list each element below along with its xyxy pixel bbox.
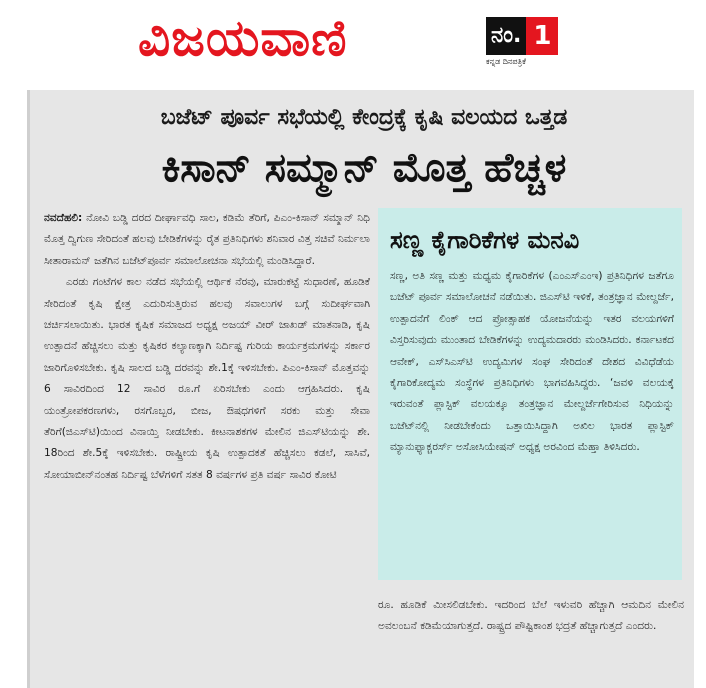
article-paragraph-1 [44,208,370,272]
article-continuation: ರೂ. ಹೂಡಿಕೆ ಮೀಸಲಿಡಬೇಕು. ಇದರಿಂದ ಬೆಲೆ ಇಳುವರಿ ಹೆಚ್ಚಾಗಿ ಆಮದಿನ ಮೇಲಿನ ಅವಲಂಬನೆ ಕಡಿಮೆಯಾಗುತ್ತದೆ. ರಾಷ್ಟ್ರದ ಪೌಷ್ಟಿಕಾಂಶ ಭದ್ರತೆ ಹೆಚ್ಚಾಗುತ್ತದೆ ಎಂದರು. [378,599,684,633]
number-one-badge [486,17,580,55]
article-headline: ಕಿಸಾನ್ ಸಮ್ಮಾನ್ ಮೊತ್ತ ಹೆಚ್ಚಳ [161,145,567,191]
sidebar-title: ಸಣ್ಣ ಕೈಗಾರಿಕೆಗಳ ಮನವಿ [390,226,580,254]
badge-number: 1 [526,17,558,55]
article-body-column [44,208,370,688]
newspaper-logo: ವಿಜಯವಾಣಿ [138,9,348,67]
sidebar-body: ಸಣ್ಣ, ಅತಿ ಸಣ್ಣ ಮತ್ತು ಮಧ್ಯಮ ಕೈಗಾರಿಕೆಗಳ (ಎಂಎಸ್‌ಎಂಇ) ಪ್ರತಿನಿಧಿಗಳ ಜತೆಗೂ ಬಜೆಟ್ ಪೂರ್ವ ಸಮಾಲೋಚನೆ ನಡೆಯಿತು. ಜಿಎಸ್‌ಟಿ ಇಳಿಕೆ, ತಂತ್ರಜ್ಞಾನ ಮೇಲ್ದರ್ಜೆ, ಉತ್ಪಾದನೆಗೆ ಲಿಂಕ್ ಆದ ಪ್ರೋತ್ಸಾಹಕ ಯೋಜನೆಯನ್ನು ಇತರ ವಲಯಗಳಿಗೆ ವಿಸ್ತರಿಸುವುದು ಮುಂತಾದ ಬೇಡಿಕೆಗಳನ್ನು ಉದ್ಯಮದಾರರು ಮಂಡಿಸಿದರು. ಕರ್ನಾಟಕದ ಆವೇಕ್, ಎಸ್‌ಸಿಎಸ್‌ಟಿ ಉದ್ಯಮಿಗಳ ಸಂಘ ಸೇರಿದಂತೆ ದೇಶದ ವಿವಿಧೆಡೆಯ ಕೈಗಾರಿಕೋದ್ಯಮ ಸಂಸ್ಥೆಗಳ ಪ್ರತಿನಿಧಿಗಳು ಭಾಗವಹಿಸಿದ್ದರು. ‘ಜವಳಿ ವಲಯಕ್ಕೆ ಇರುವಂತೆ ಪ್ಲಾಸ್ಟಿಕ್ ವಲಯಕ್ಕೂ ತಂತ್ರಜ್ಞಾನ ಮೇಲ್ದರ್ಜೆಗೇರಿಸುವ ನಿಧಿಯನ್ನು ಬಜೆಟ್‌ನಲ್ಲಿ ನೀಡಬೇಕೆಂದು ಒತ್ತಾಯಿಸಿದ್ದಾಗಿ ಅಖಿಲ ಭಾರತ ಪ್ಲಾಸ್ಟಿಕ್ ಮ್ಯಾನುಫ್ಯಾಕ್ಚರರ್ಸ್ ಅಸೋಸಿಯೇಷನ್ ಅಧ್ಯಕ್ಷ ಅರವಿಂದ ಮೆಹ್ತಾ ತಿಳಿಸಿದರು. [390,270,674,454]
sidebar-box [378,208,682,580]
news-article [27,90,694,688]
masthead [0,0,706,80]
badge-prefix: ನಂ. [486,17,526,55]
article-paragraph-2: ಎರಡು ಗಂಟೆಗಳ ಕಾಲ ನಡೆದ ಸಭೆಯಲ್ಲಿ ಆರ್ಥಿಕ ನೆರವು, ಮಾರುಕಟ್ಟೆ ಸುಧಾರಣೆ, ಹೂಡಿಕೆ ಸೇರಿದಂತೆ ಕೃಷಿ ಕ್ಷೇತ್ರ ಎದುರಿಸುತ್ತಿರುವ ಹಲವು ಸವಾಲುಗಳ ಬಗ್ಗೆ ಸುದೀರ್ಘವಾಗಿ ಚರ್ಚಿಸಲಾಯಿತು. ಭಾರತ ಕೃಷಿಕ ಸಮಾಜದ ಅಧ್ಯಕ್ಷ ಅಜಯ್ ವೀರ್ ಜಾಖಡ್ ಮಾತನಾಡಿ, ಕೃಷಿ ಉತ್ಪಾದನೆ ಹೆಚ್ಚಿಸಲು ಮತ್ತು ಕೃಷಿಕರ ಕಲ್ಯಾಣಕ್ಕಾಗಿ ನಿರ್ದಿಷ್ಟ ಗುರಿಯ ಕಾರ್ಯಕ್ರಮಗಳನ್ನು ಸರ್ಕಾರ ಜಾರಿಗೊಳಿಸಬೇಕು. ಕೃಷಿ ಸಾಲದ ಬಡ್ಡಿ ದರವನ್ನು ಶೇ.1ಕ್ಕೆ ಇಳಿಸಬೇಕು. ಪಿಎಂ-ಕಿಸಾನ್ ಮೊತ್ತವನ್ನು 6 ಸಾವಿರದಿಂದ 12 ಸಾವಿರ ರೂ.ಗೆ ಏರಿಸಬೇಕು ಎಂದು ಆಗ್ರಹಿಸಿದರು. ಕೃಷಿ ಯಂತ್ರೋಪಕರಣಗಳು, ರಸಗೊಬ್ಬರ, ಬೀಜ, ಔಷಧಗಳಿಗೆ ಸರಕು ಮತ್ತು ಸೇವಾ ತೆರಿಗೆ(ಜಿಎಸ್‌ಟಿ)ಯಿಂದ ವಿನಾಯ್ತಿ ನೀಡಬೇಕು. ಕೀಟನಾಶಕಗಳ ಮೇಲಿನ ಜಿಎಸ್‌ಟಿಯನ್ನು ಶೇ. 18ರಿಂದ ಶೇ.5ಕ್ಕೆ ಇಳಿಸಬೇಕು. ರಾಷ್ಟ್ರೀಯ ಕೃಷಿ ಉತ್ಪಾದಕತೆ ಹೆಚ್ಚಿಸಲು ಕಡಲೆ, ಸಾಸಿವೆ, ಸೋಯಾಬೀನ್‌ನಂತಹ ನಿರ್ದಿಷ್ಟ ಬೆಳೆಗಳಿಗೆ ಸತತ 8 ವರ್ಷಗಳ ಪ್ರತಿ ವರ್ಷ ಸಾವಿರ ಕೋಟಿ [44,276,370,481]
masthead-tagline: ಕನ್ನಡ ದಿನಪತ್ರಿಕೆ [486,57,527,66]
paragraph-1-text: ನೋವಿ ಬಡ್ಡಿ ದರದ ದೀರ್ಘಾವಧಿ ಸಾಲ, ಕಡಿಮೆ ತೆರಿಗೆ, ಪಿಎಂ-ಕಿಸಾನ್ ಸಮ್ಮಾನ್ ನಿಧಿ ಮೊತ್ತ ದ್ವಿಗುಣ ಸೇರಿದಂತೆ ಹಲವು ಬೇಡಿಕೆಗಳನ್ನು ರೈತ ಪ್ರತಿನಿಧಿಗಳು ಶನಿವಾರ ವಿತ್ತ ಸಚಿವೆ ನಿರ್ಮಲಾ ಸೀತಾರಾಮನ್ ಜತೆಗಿನ ಬಜೆಟ್‌ಪೂರ್ವ ಸಮಾಲೋಚನಾ ಸಭೆಯಲ್ಲಿ ಮಂಡಿಸಿದ್ದಾರೆ. [44,212,370,267]
article-subheadline: ಬಜೆಟ್ ಪೂರ್ವ ಸಭೆಯಲ್ಲಿ ಕೇಂದ್ರಕ್ಕೆ ಕೃಷಿ ವಲಯದ ಒತ್ತಡ [160,105,568,130]
dateline: ನವದೆಹಲಿ: [44,212,83,224]
